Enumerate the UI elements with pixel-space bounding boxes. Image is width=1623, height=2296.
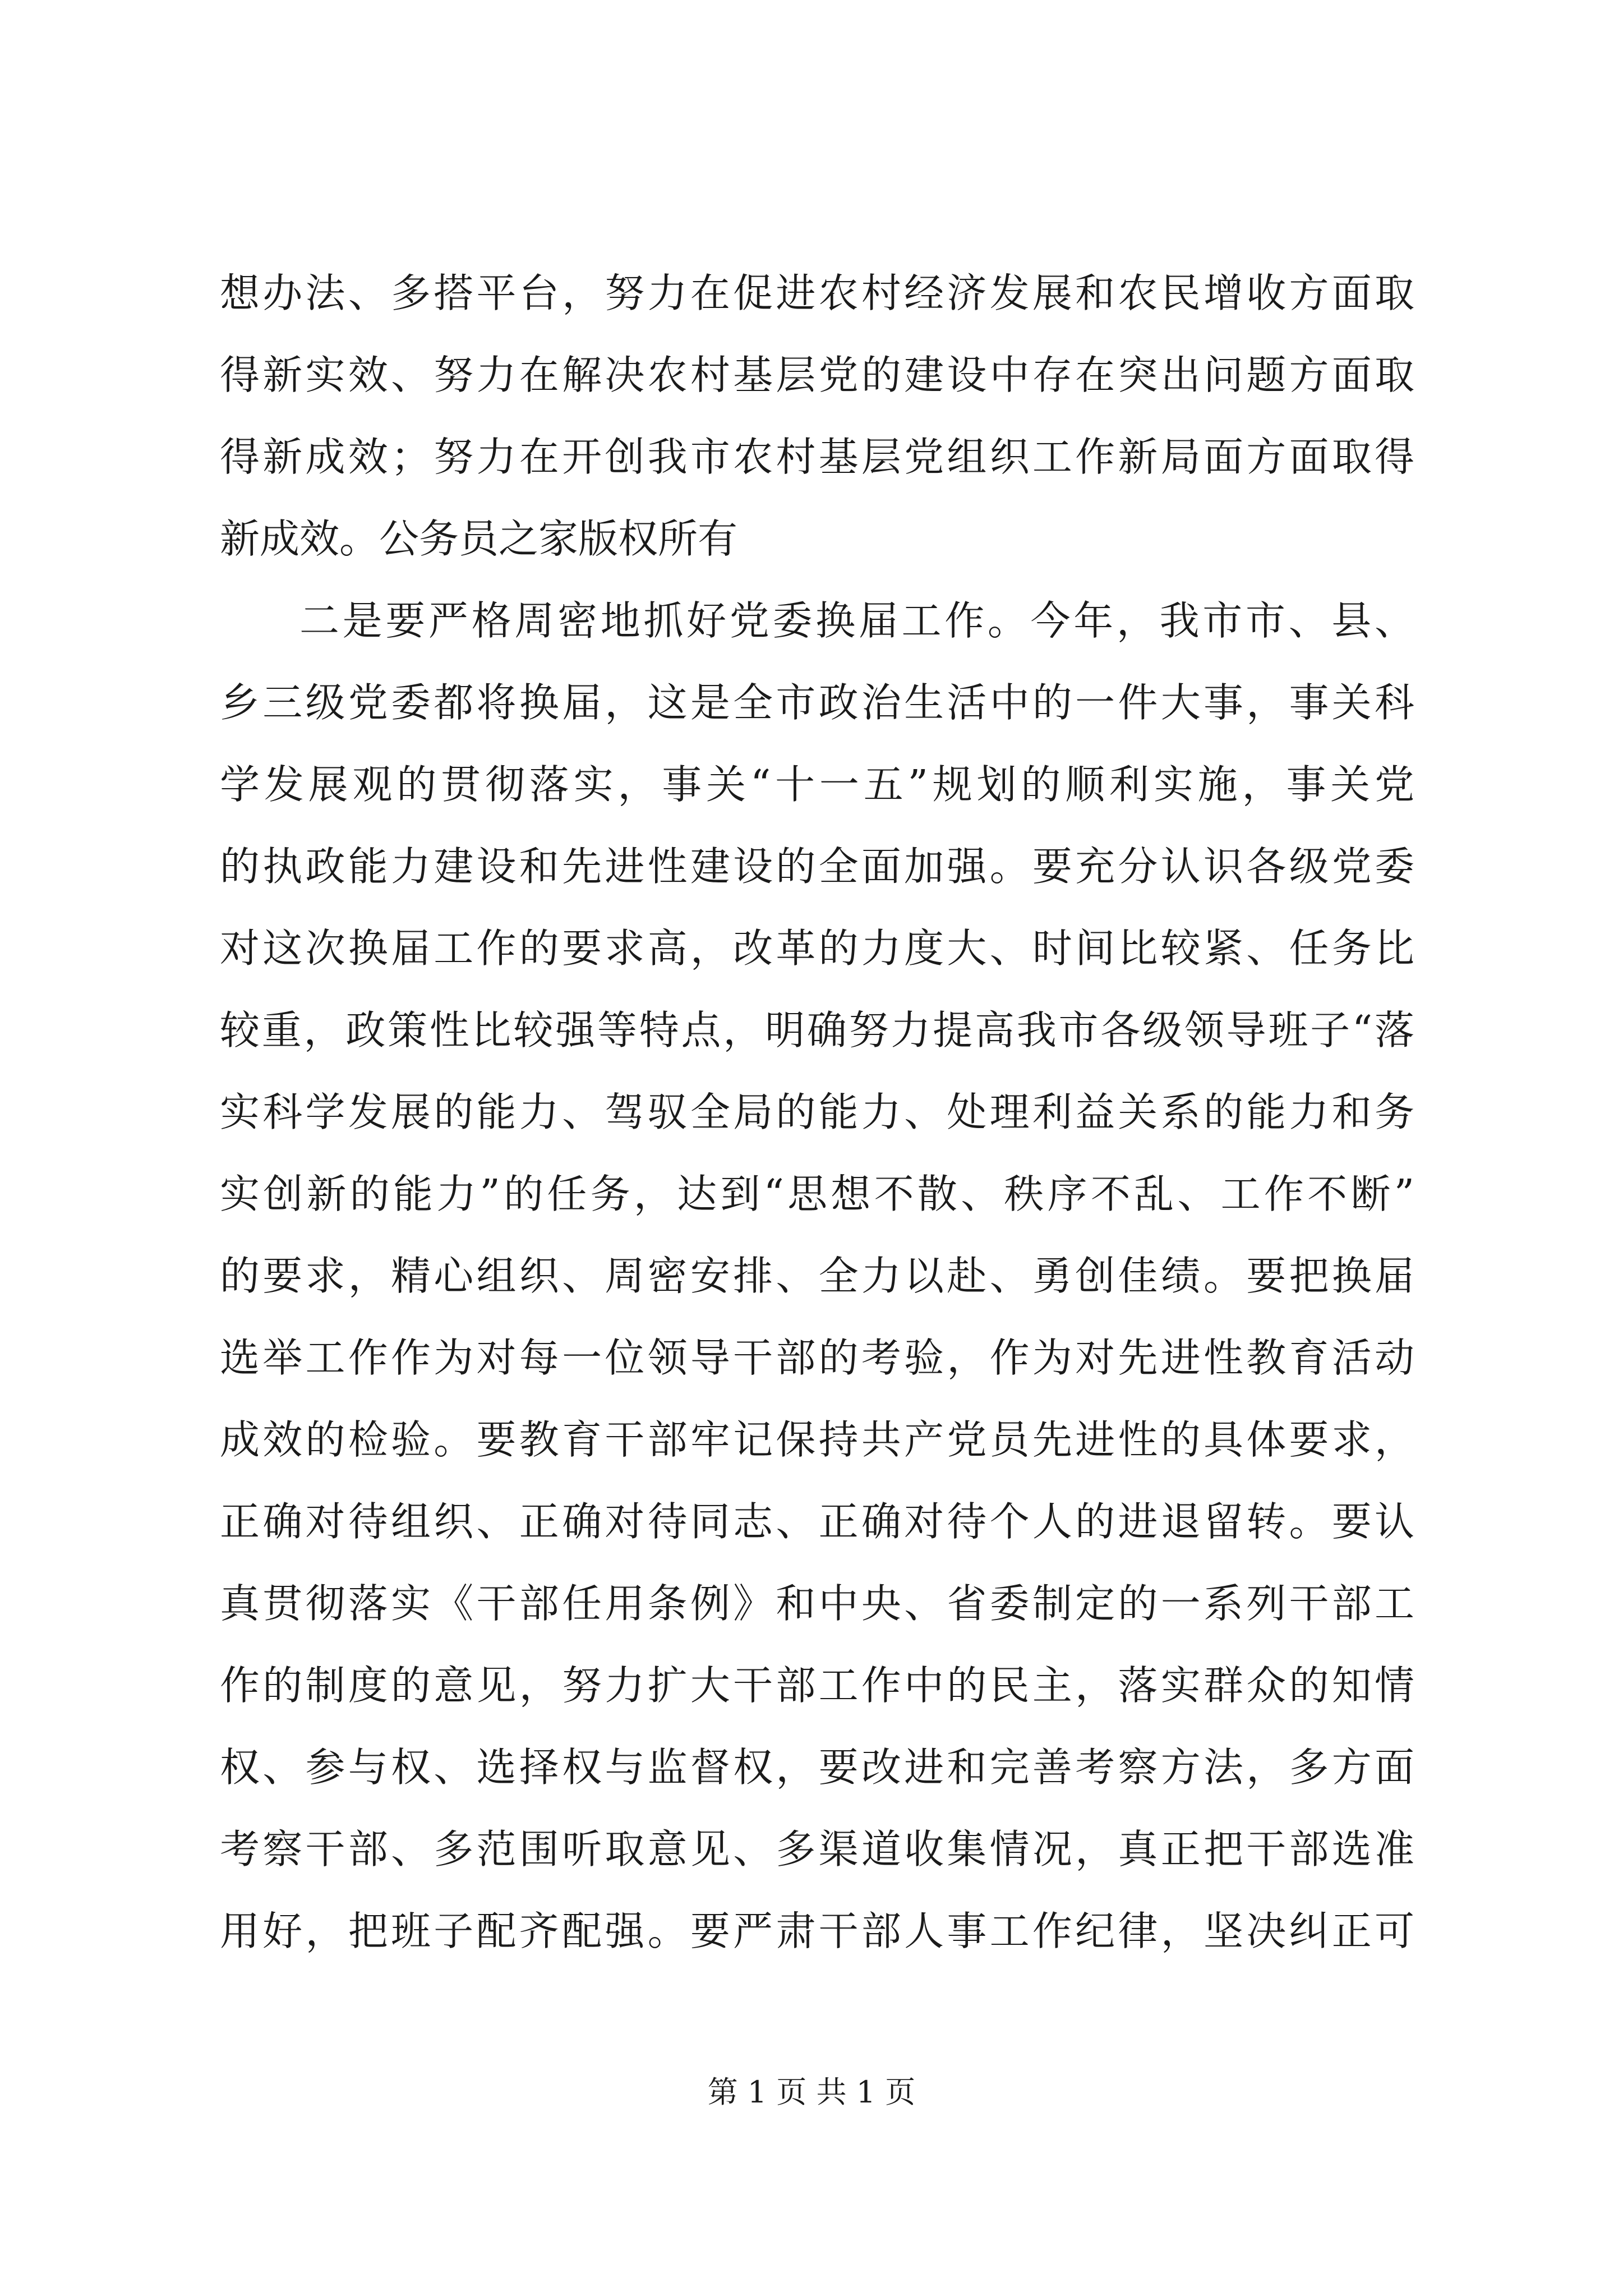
text-line: 的执政能力建设和先进性建设的全面加强。要充分认识各级党委	[220, 843, 1414, 890]
text-line: 得新实效、努力在解决农村基层党的建设中存在突出问题方面取	[220, 352, 1414, 398]
text-line: 用好，把班子配齐配强。要严肃干部人事工作纪律，坚决纠正可	[220, 1908, 1414, 1954]
page-number-footer: 第 1 页 共 1 页	[707, 2074, 916, 2110]
text-line: 正确对待组织、正确对待同志、正确对待个人的进退留转。要认	[220, 1498, 1414, 1545]
text-line: 乡三级党委都将换届，这是全市政治生活中的一件大事，事关科	[220, 679, 1414, 726]
text-line: 成效的检验。要教育干部牢记保持共产党员先进性的具体要求，	[220, 1416, 1414, 1463]
document-body	[220, 252, 1414, 1972]
text-line: 实科学发展的能力、驾驭全局的能力、处理利益关系的能力和务	[220, 1089, 1414, 1135]
text-line: 实创新的能力”的任务，达到“思想不散、秩序不乱、工作不断”	[220, 1171, 1414, 1217]
text-line: 新成效。公务员之家版权所有	[220, 516, 738, 562]
text-line: 真贯彻落实《干部任用条例》和中央、省委制定的一系列干部工	[220, 1580, 1414, 1627]
text-line: 较重，政策性比较强等特点，明确努力提高我市各级领导班子“落	[220, 1007, 1414, 1053]
text-line: 得新成效；努力在开创我市农村基层党组织工作新局面方面取得	[220, 434, 1414, 480]
text-line: 考察干部、多范围听取意见、多渠道收集情况，真正把干部选准	[220, 1826, 1414, 1872]
text-line: 对这次换届工作的要求高，改革的力度大、时间比较紧、任务比	[220, 925, 1414, 972]
text-line: 作的制度的意见，努力扩大干部工作中的民主，落实群众的知情	[220, 1662, 1414, 1709]
text-line: 的要求，精心组织、周密安排、全力以赴、勇创佳绩。要把换届	[220, 1253, 1414, 1299]
text-line: 想办法、多搭平台，努力在促进农村经济发展和农民增收方面取	[220, 270, 1414, 316]
text-line-paragraph-start: 二是要严格周密地抓好党委换届工作。今年，我市市、县、	[299, 597, 1414, 644]
text-line: 学发展观的贯彻落实，事关“十一五”规划的顺利实施，事关党	[220, 761, 1414, 808]
text-line: 权、参与权、选择权与监督权，要改进和完善考察方法，多方面	[220, 1744, 1414, 1791]
text-line: 选举工作作为对每一位领导干部的考验，作为对先进性教育活动	[220, 1335, 1414, 1381]
